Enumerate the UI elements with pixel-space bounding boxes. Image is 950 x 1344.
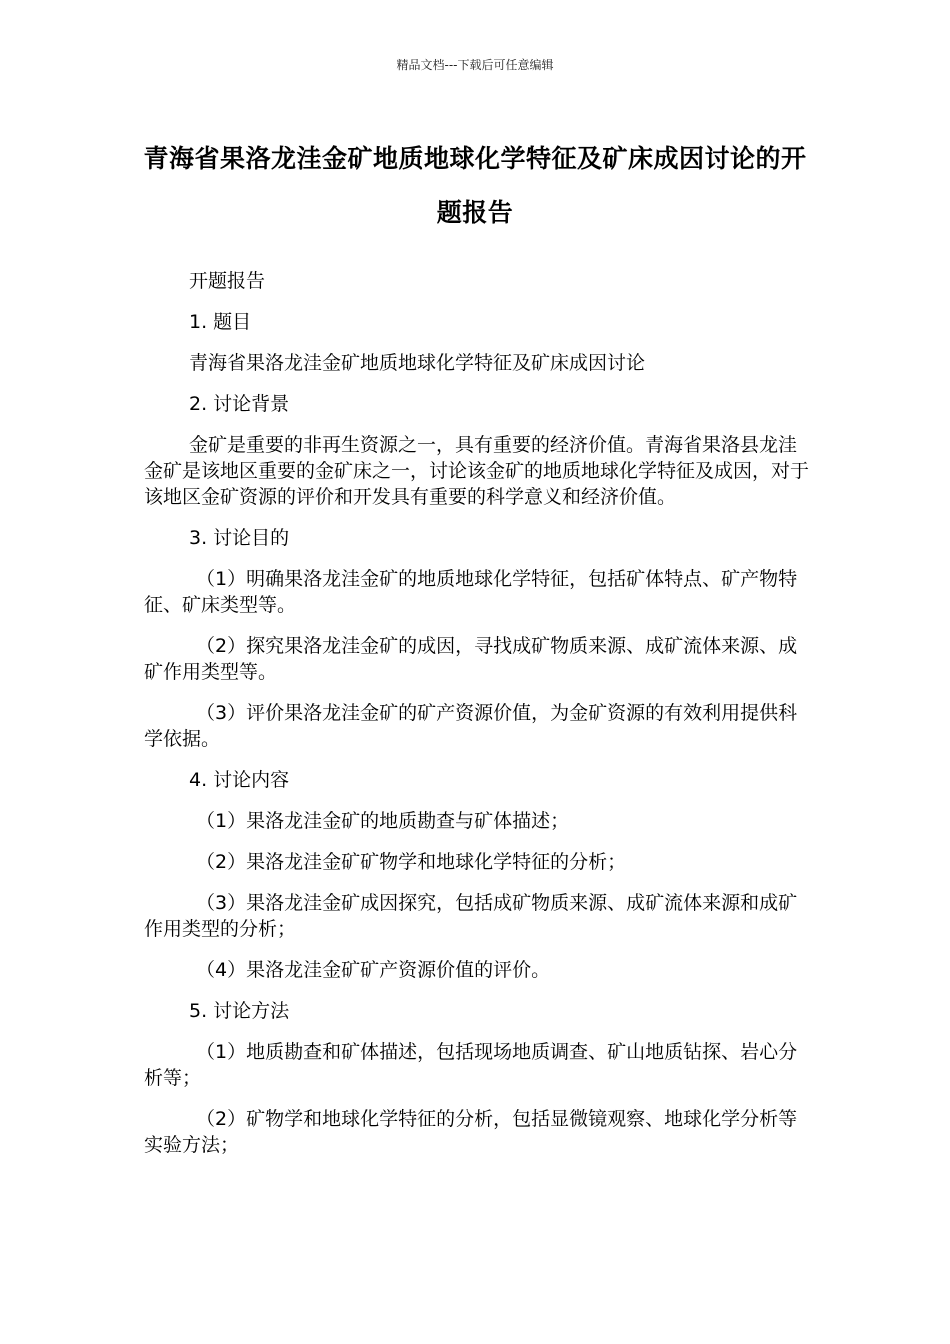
content-item: （2）果洛龙洼金矿矿物学和地球化学特征的分析； (196, 851, 627, 873)
content-item: （1）果洛龙洼金矿的地质勘查与矿体描述； (196, 810, 570, 832)
method-item: （2）矿物学和地球化学特征的分析，包括显微镜观察、地球化学分析等实验方法； (144, 1108, 798, 1156)
page-header: 精品文档---下载后可任意编辑 (396, 58, 554, 72)
heading-background: 2. 讨论背景 (189, 393, 290, 415)
background-text: 金矿是重要的非再生资源之一，具有重要的经济价值。青海省果洛县龙洼金矿是该地区重要的金矿床之一，讨论该金矿的地质地球化学特征及成因，对于该地区金矿资源的评价和开发具有重要的科学意义和经济价值。 (144, 434, 810, 508)
purpose-item: （1）明确果洛龙洼金矿的地质地球化学特征，包括矿体特点、矿产物特征、矿床类型等。 (144, 568, 798, 616)
heading-method: 5. 讨论方法 (189, 1000, 290, 1022)
content-item: （4）果洛龙洼金矿矿产资源价值的评价。 (196, 959, 551, 981)
purpose-item: （3）评价果洛龙洼金矿的矿产资源价值，为金矿资源的有效利用提供科学依据。 (144, 702, 798, 750)
method-item: （1）地质勘查和矿体描述，包括现场地质调查、矿山地质钻探、岩心分析等； (144, 1041, 798, 1089)
content-item: （3）果洛龙洼金矿成因探究，包括成矿物质来源、成矿流体来源和成矿作用类型的分析； (144, 892, 798, 940)
document-body (144, 268, 810, 1173)
heading-purpose: 3. 讨论目的 (189, 527, 290, 549)
topic-text: 青海省果洛龙洼金矿地质地球化学特征及矿床成因讨论 (189, 352, 646, 374)
heading-content: 4. 讨论内容 (189, 769, 290, 791)
section-label: 开题报告 (189, 270, 266, 292)
heading-topic: 1. 题目 (189, 311, 252, 333)
purpose-item: （2）探究果洛龙洼金矿的成因，寻找成矿物质来源、成矿流体来源、成矿作用类型等。 (144, 635, 798, 683)
document-title: 青海省果洛龙洼金矿地质地球化学特征及矿床成因讨论的开题报告 (143, 144, 807, 227)
